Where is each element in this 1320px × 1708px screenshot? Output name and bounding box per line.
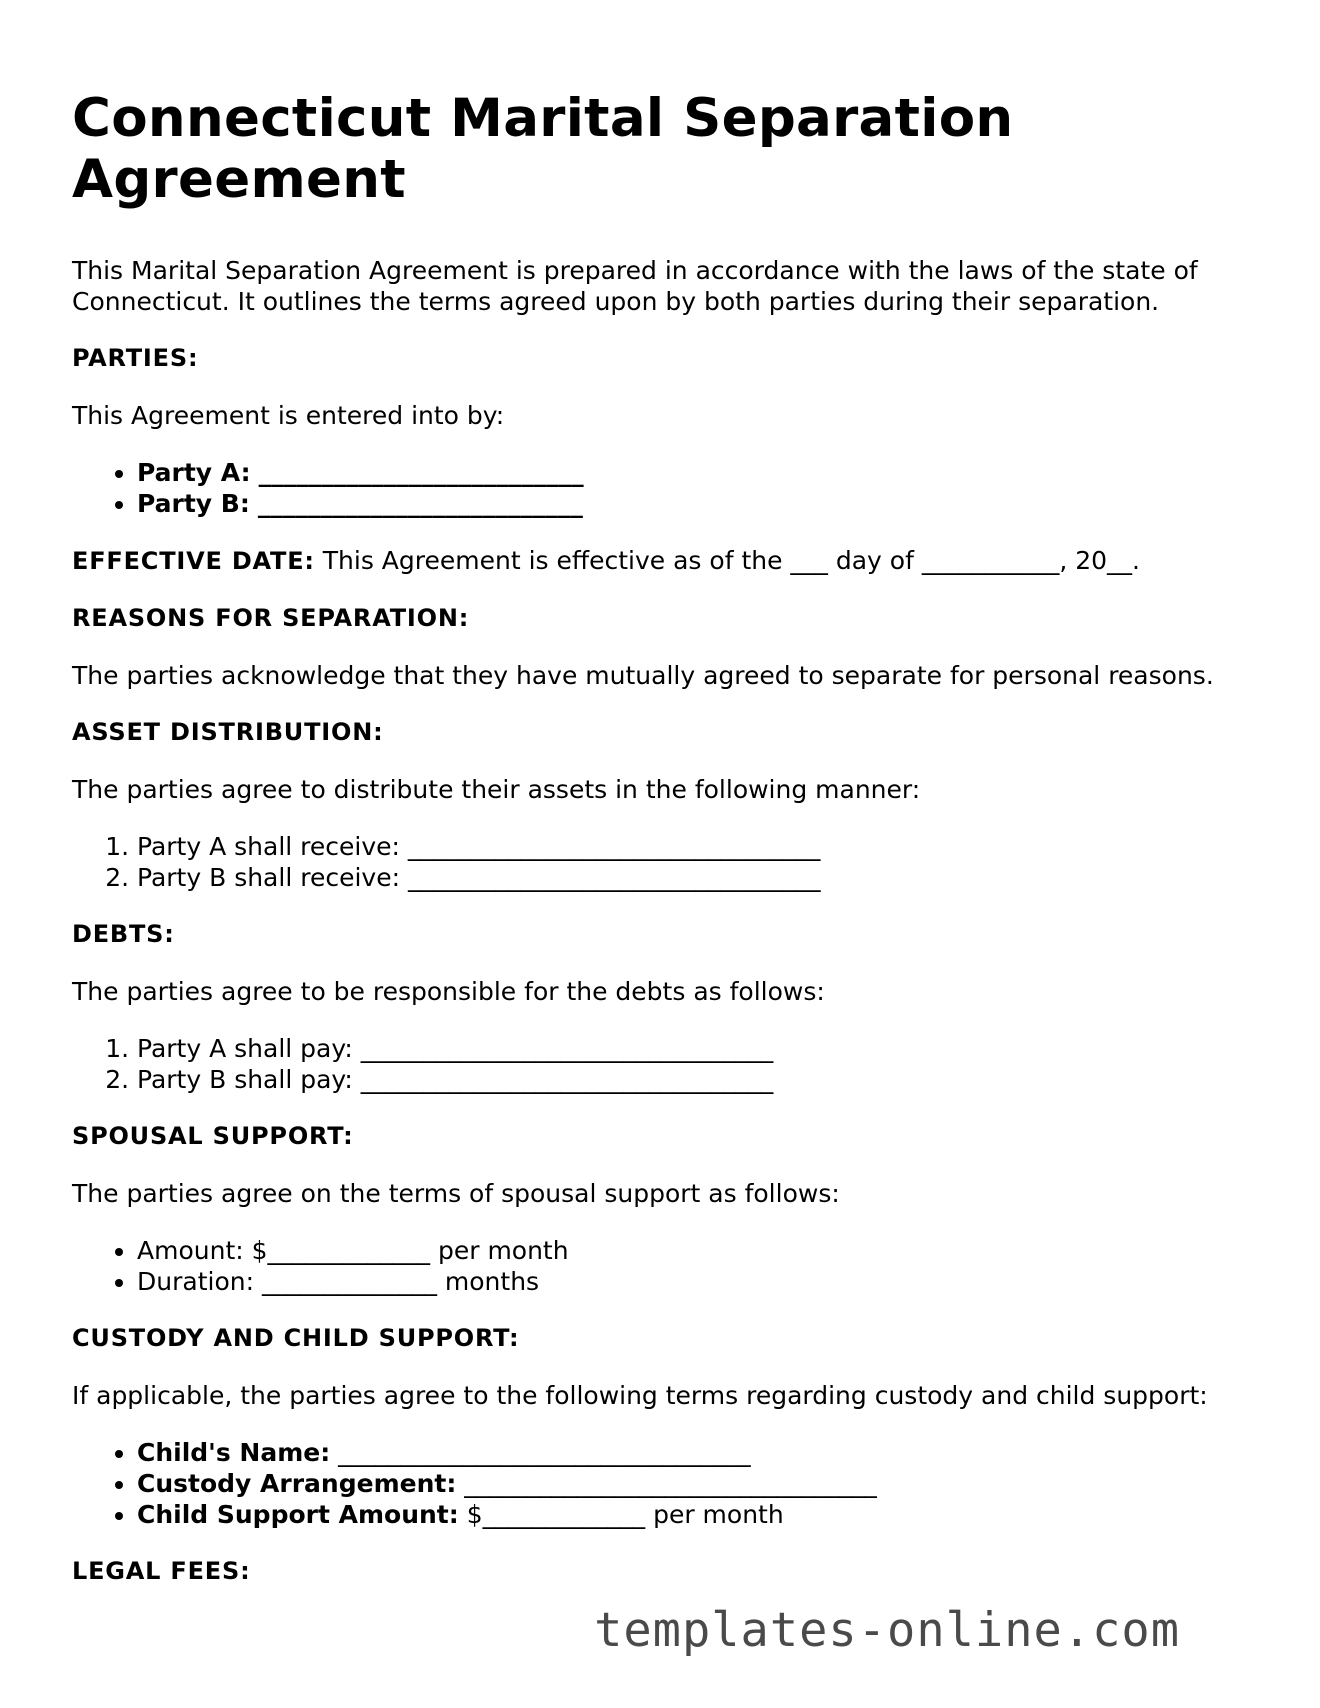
- party-a-label: Party A:: [137, 458, 251, 487]
- debts-list: [72, 1033, 1262, 1095]
- list-item: [137, 1468, 1262, 1499]
- effective-date-heading: EFFECTIVE DATE:: [72, 547, 315, 575]
- effective-date-text: This Agreement is effective as of the ___ day of ___________, 20__.: [322, 546, 1140, 575]
- party-b-blank: __________________________: [257, 489, 583, 518]
- custody-arrangement-label: Custody Arrangement:: [137, 1469, 457, 1498]
- custody-heading: CUSTODY AND CHILD SUPPORT:: [72, 1324, 520, 1352]
- assets-list: [72, 831, 1262, 893]
- list-item: [137, 1437, 1262, 1468]
- effective-date-paragraph: [72, 545, 1262, 577]
- custody-arrangement-blank: _________________________________: [464, 1469, 877, 1498]
- parties-heading: PARTIES:: [72, 344, 199, 372]
- party-b-label: Party B:: [137, 489, 250, 518]
- debts-text: The parties agree to be responsible for the debts as follows:: [72, 977, 825, 1006]
- parties-list: [72, 457, 1262, 519]
- legal-fees-heading: LEGAL FEES:: [72, 1557, 251, 1585]
- list-item: 1. Party A shall receive: _________________________________: [137, 831, 1262, 862]
- parties-text: This Agreement is entered into by:: [72, 401, 505, 430]
- list-item: 1. Party A shall pay: _________________________________: [137, 1033, 1262, 1064]
- list-item: • Duration: ______________ months: [137, 1266, 1262, 1297]
- custody-list: [72, 1437, 1262, 1530]
- spousal-support-list: [72, 1235, 1262, 1297]
- list-item: [137, 457, 1262, 488]
- document-page: [72, 88, 1262, 1613]
- list-item: [137, 488, 1262, 519]
- assets-text: The parties agree to distribute their assets in the following manner:: [72, 775, 921, 804]
- list-item: [137, 1499, 1262, 1530]
- reasons-text: The parties acknowledge that they have mutually agreed to separate for personal reasons.: [72, 661, 1214, 690]
- intro-paragraph: This Marital Separation Agreement is prepared in accordance with the laws of the state of Connecticut. It outlines the terms agreed upon by both parties during their separation.: [72, 256, 1198, 316]
- list-item: • Amount: $_____________ per month: [137, 1235, 1262, 1266]
- assets-heading: ASSET DISTRIBUTION:: [72, 718, 384, 746]
- custody-text: If applicable, the parties agree to the following terms regarding custody and child support:: [72, 1381, 1208, 1410]
- child-name-label: Child's Name:: [137, 1438, 331, 1467]
- child-name-blank: _________________________________: [338, 1438, 751, 1467]
- watermark: templates-online.com: [594, 1603, 1180, 1658]
- document-title: Connecticut Marital Separation Agreement: [72, 88, 1014, 210]
- spousal-support-heading: SPOUSAL SUPPORT:: [72, 1122, 354, 1150]
- child-support-amount-blank: $_____________ per month: [466, 1500, 784, 1529]
- party-a-blank: __________________________: [258, 458, 584, 487]
- spousal-support-text: The parties agree on the terms of spousal support as follows:: [72, 1179, 840, 1208]
- reasons-heading: REASONS FOR SEPARATION:: [72, 604, 470, 632]
- debts-heading: DEBTS:: [72, 920, 175, 948]
- list-item: 2. Party B shall receive: _________________________________: [137, 862, 1262, 893]
- child-support-amount-label: Child Support Amount:: [137, 1500, 459, 1529]
- list-item: 2. Party B shall pay: _________________________________: [137, 1064, 1262, 1095]
